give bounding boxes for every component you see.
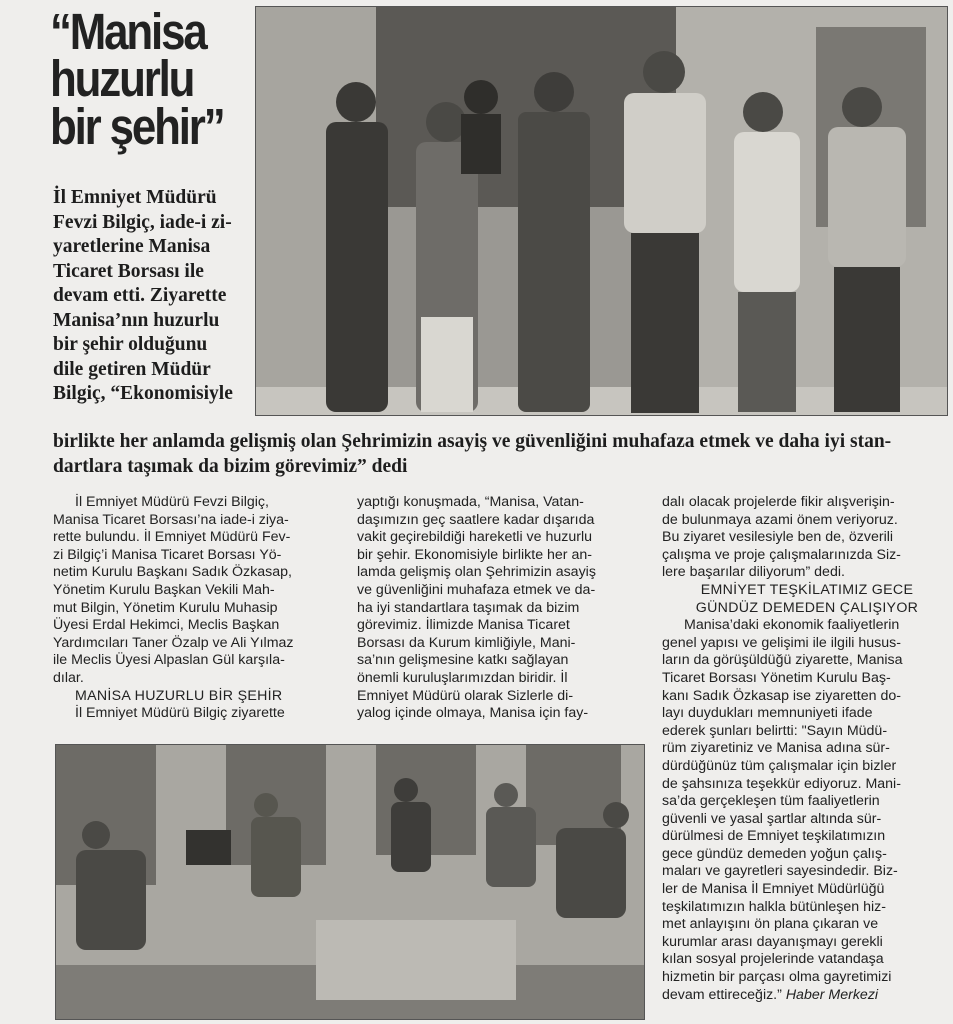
body-line: genel yapısı ve gelişimi ile ilgili husus- [662,634,901,651]
lead-line: bir şehir olduğunu [53,334,208,355]
body-line: hizmetin bir parçası olma gayretimizi [662,969,892,986]
body-line: Ticaret Borsası Yönetim Kurulu Baş- [662,669,891,686]
lead-line: Manisa’nın huzurlu [53,309,220,331]
body-line: görevimiz. İlimizde Manisa Ticaret [357,617,570,634]
body-line-text: devam ettireceğiz.” [662,986,782,1003]
body-line: Manisa’daki ekonomik faaliyetlerin [684,617,900,634]
lead-line: dartlara taşımak da bizim görevimiz” dedi [53,455,408,477]
body-line: yaptığı konuşmada, “Manisa, Vatan- [357,494,584,510]
body-line: maları ve gayretleri sayesindedir. Biz- [662,863,898,880]
lead-line: birlikte her anlamda gelişmiş olan Şehrimizin asayiş ve güvenliğini muhafaza etmek ve daha iyi stan- [53,431,892,452]
body-line: Yardımcıları Taner Özalp ve Ali Yılmaz [53,634,294,651]
body-line: ile Meclis Üyesi Alpaslan Gül karşıla- [53,652,285,669]
body-line: de şahsınıza teşekkür ediyoruz. Mani- [662,775,901,792]
body-line: teşkilatımızın halkla bütünleşen hiz- [662,898,886,915]
lead-line: İl Emniyet Müdürü [53,187,217,208]
lead-line: Ticaret Borsası ile [53,260,204,282]
body-line: sa’nın gelişmesine katkı sağlayan [357,652,569,669]
body-line: lamda gelişmiş olan Şehrimizin asayiş [357,564,596,581]
body-line: yalog içinde olmaya, Manisa için fay- [357,705,589,722]
body-line: güvenli ve yasal şartlar altında sür- [662,810,882,827]
body-line: ve güvenliğini muhafaza etmek ve da- [357,581,596,598]
headline-line: bir şehir” [50,97,224,155]
body-line: de bulunmaya azami önem veriyoruz. [662,511,898,528]
byline: Haber Merkezi [785,986,879,1003]
body-line: lere başarılar diliyorum” dedi. [662,564,845,581]
headline-line: huzurlu [50,50,194,108]
lead-paragraph [53,186,253,407]
body-line: netim Kurulu Başkanı Sadık Özkasap, [53,564,292,581]
body-line: kurumlar arası dayanışmayı gerekli [662,933,883,950]
body-line: kanı Sadık Özkasap ise ziyaretten do- [662,687,901,704]
body-line: met anlayışını ön plana çıkaran ve [662,916,879,933]
body-line: bir şehir. Ekonomisiyle birlikte her an- [357,546,592,563]
body-line: dılar. [53,669,84,686]
headline [50,3,224,155]
body-line: rüm ziyaretiniz ve Manisa adına sür- [662,740,890,757]
body-line: çalışma ve proje çalışmalarınızda Siz- [662,546,901,563]
body-line: gece gündüz demeden yoğun çalış- [662,845,887,862]
headline-line: “Manisa [50,3,206,60]
body-line: dürülmesi de Emniyet teşkilatımızın [662,828,886,845]
body-line: sa’da gerçekleşen tüm faaliyetlerin [662,793,880,810]
lead-line: yaretlerine Manisa [53,236,211,257]
body-column-3 [662,494,952,1004]
meeting-photo-illustration [56,745,644,1019]
body-column-2 [357,494,647,723]
body-line: Bu ziyaret vesilesiyle ben de, özverili [662,529,894,546]
body-line: Yönetim Kurulu Başkan Vekili Mah- [53,581,275,598]
subheading: MANİSA HUZURLU BİR ŞEHİR [75,687,283,704]
body-line: Manisa Ticaret Borsası’na iade-i ziya- [53,511,289,528]
lead-line: devam etti. Ziyarette [53,285,227,306]
body-line: ler de Manisa İl Emniyet Müdürlüğü [662,881,885,898]
body-line: zi Bilgiç’i Manisa Ticaret Borsası Yö- [53,546,282,563]
lead-line: Fevzi Bilgiç, iade-i zi- [53,211,232,233]
body-line: ların da görüşüldüğü ziyarette, Manisa [662,652,903,669]
body-line: layı duydukları memnuniyeti ifade [662,705,873,722]
body-line: Üyesi Erdal Hekimci, Meclis Başkan [53,617,280,634]
subheading: GÜNDÜZ DEMEDEN ÇALIŞIYOR [695,599,919,616]
body-line: kılan sosyal projelerinde vatandaşa [662,951,884,968]
body-line: rette bulundu. İl Emniyet Müdürü Fev- [53,529,291,546]
body-line: İl Emniyet Müdürü Bilgiç ziyarette [75,705,285,722]
body-line: önemli kuruluşlarımızdan biridir. İl [357,669,568,686]
body-line-last [662,987,952,1005]
lead-line: Bilgiç, “Ekonomisiyle [53,383,233,404]
body-line: dalı olacak projelerde fikir alışverişin- [662,494,895,510]
meeting-photo [55,744,645,1020]
body-line: İl Emniyet Müdürü Fevzi Bilgiç, [75,494,269,510]
body-line: Emniyet Müdürü olarak Sizlerle di- [357,687,574,704]
body-line: daşımızın geç saatlere kadar dışarıda [357,511,595,528]
group-photo [255,6,948,416]
body-line: vakit geçirebildiği hareketli ve huzurlu [357,529,593,546]
body-line: mut Bilgin, Yönetim Kurulu Muhasip [53,599,278,616]
body-line: Borsası da Kurum kimliğiyle, Mani- [357,634,576,651]
subheading: EMNİYET TEŞKİLATIMIZ GECE [700,581,914,598]
body-line: dürdüğünüz tüm çalışmalar için bizler [662,757,897,774]
body-line: ha iyi standartlara taşımak da bizim [357,599,580,616]
body-line: ederek şunları belirtti: "Sayın Müdü- [662,722,888,739]
body-column-1 [53,494,343,723]
lead-line: dile getiren Müdür [53,358,211,380]
group-photo-illustration [256,7,947,415]
lead-paragraph-continued [53,430,953,479]
